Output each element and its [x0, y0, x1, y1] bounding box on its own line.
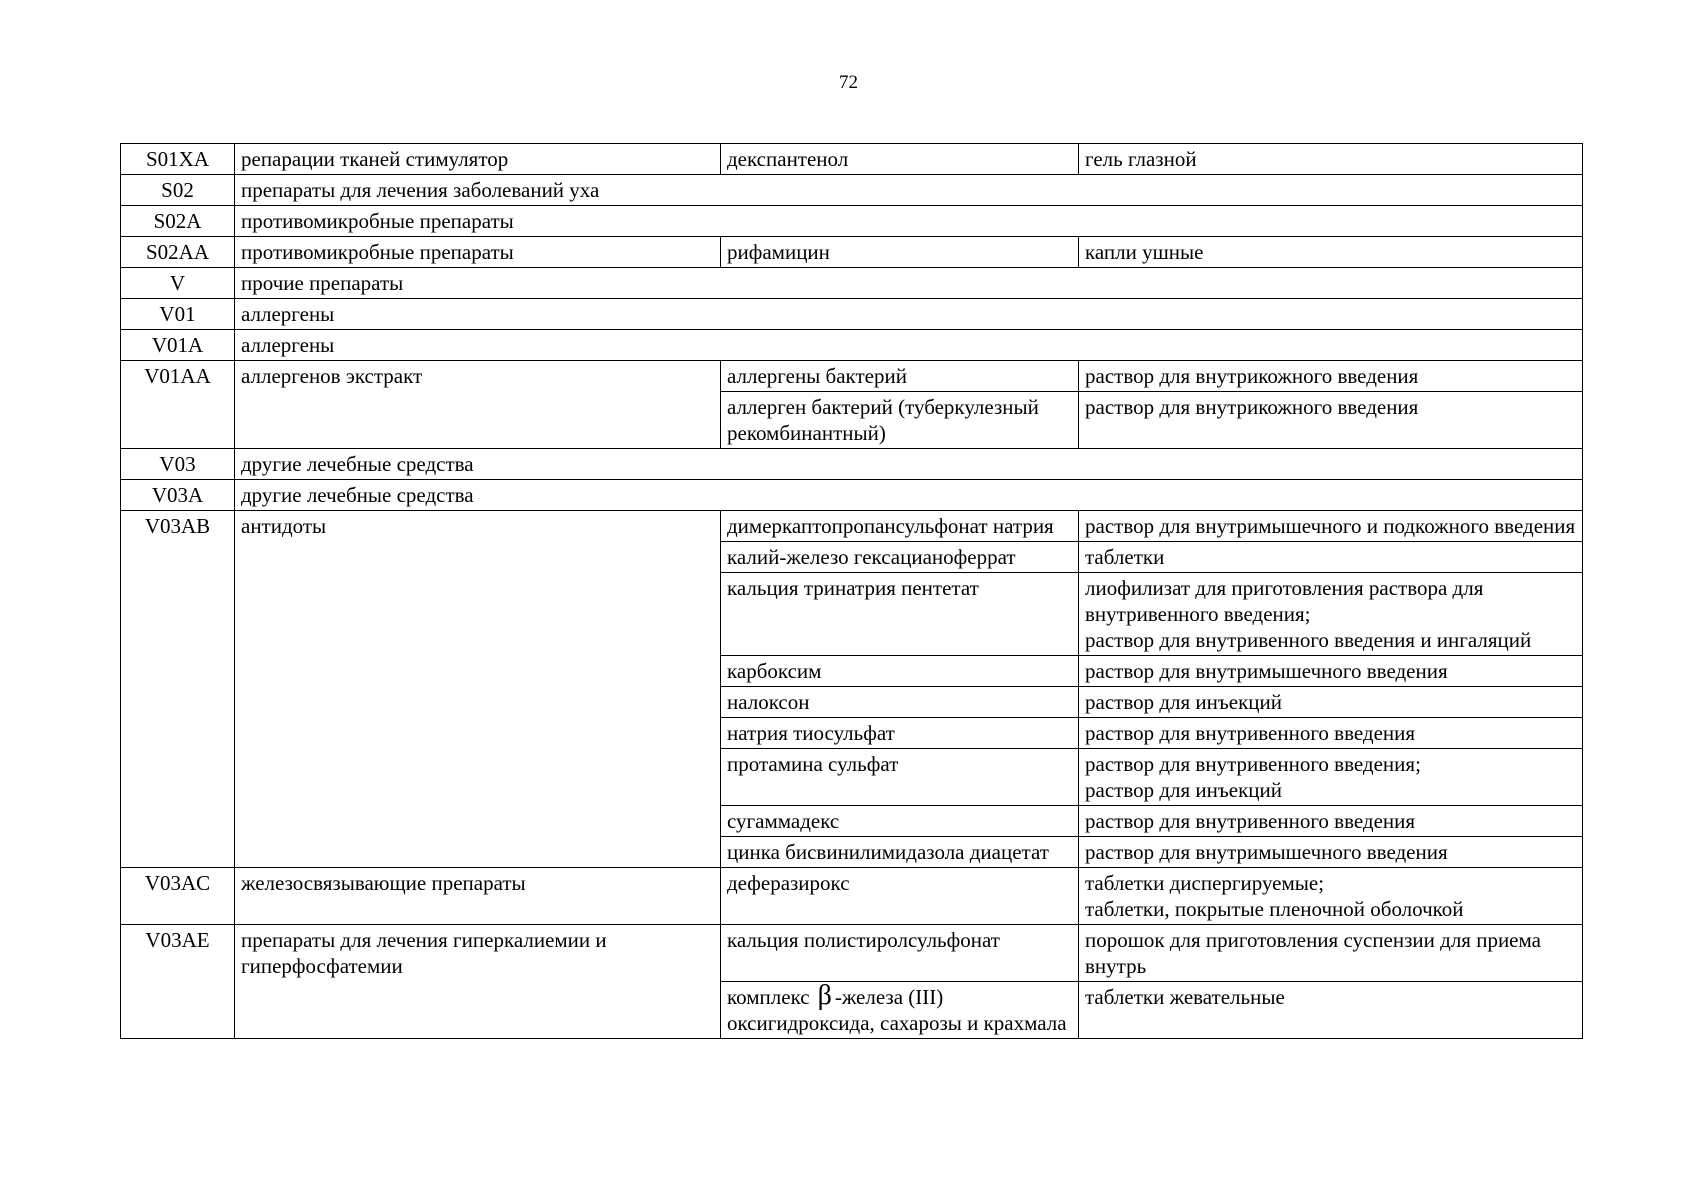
table-row [121, 299, 1583, 330]
dosage-form-cell [1079, 237, 1583, 268]
table-row [121, 175, 1583, 206]
dosage-form-line: раствор для внутримышечного введения [1085, 840, 1448, 864]
atc-code-cell: S02A [121, 206, 235, 237]
group-name-cell: антидоты [235, 511, 721, 868]
dosage-form-line: таблетки диспергируемые; [1085, 871, 1325, 895]
dosage-form-cell [1079, 982, 1583, 1039]
group-name-cell: препараты для лечения гиперкалиемии и гиперфосфатемии [235, 925, 721, 1039]
group-name-cell: противомикробные препараты [235, 206, 1583, 237]
atc-code-cell: V03AE [121, 925, 235, 1039]
group-name-cell: железосвязывающие препараты [235, 868, 721, 925]
dosage-form-line: раствор для инъекций [1085, 690, 1282, 714]
dosage-form-line: раствор для инъекций [1085, 778, 1282, 802]
substance-cell: деферазирокс [721, 868, 1079, 925]
dosage-form-line: раствор для внутримышечного и подкожного введения [1085, 514, 1576, 538]
group-name-cell: аллергенов экстракт [235, 361, 721, 449]
table-row [121, 361, 1583, 392]
table-row [121, 449, 1583, 480]
table-row [121, 237, 1583, 268]
atc-code-cell: S02AA [121, 237, 235, 268]
beta-symbol: β [817, 980, 832, 1011]
dosage-form-cell [1079, 656, 1583, 687]
atc-code-cell: V03 [121, 449, 235, 480]
group-name-cell: аллергены [235, 299, 1583, 330]
dosage-form-cell [1079, 144, 1583, 175]
atc-code-cell: V03AC [121, 868, 235, 925]
atc-code-cell: S01XA [121, 144, 235, 175]
atc-code-cell: V [121, 268, 235, 299]
substance-cell: кальция полистиролсульфонат [721, 925, 1079, 982]
substance-cell: натрия тиосульфат [721, 718, 1079, 749]
dosage-form-cell [1079, 392, 1583, 449]
dosage-form-cell [1079, 687, 1583, 718]
group-name-cell: репарации тканей стимулятор [235, 144, 721, 175]
table-row [121, 511, 1583, 542]
atc-code-cell: S02 [121, 175, 235, 206]
dosage-form-cell [1079, 925, 1583, 982]
atc-code-cell: V01A [121, 330, 235, 361]
substance-cell: карбоксим [721, 656, 1079, 687]
atc-code-cell: V01 [121, 299, 235, 330]
dosage-form-line: раствор для внутривенного введения [1085, 721, 1416, 745]
dosage-form-cell [1079, 806, 1583, 837]
table-row [121, 206, 1583, 237]
dosage-form-line: раствор для внутривенного введения [1085, 809, 1416, 833]
table-row [121, 480, 1583, 511]
substance-cell: декспантенол [721, 144, 1079, 175]
dosage-form-line: раствор для внутрикожного введения [1085, 364, 1419, 388]
dosage-form-cell [1079, 511, 1583, 542]
dosage-form-line: таблетки, покрытые пленочной оболочкой [1085, 897, 1464, 921]
dosage-form-line: таблетки жевательные [1085, 985, 1285, 1009]
substance-cell: сугаммадекс [721, 806, 1079, 837]
substance-name: -железа (III) оксигидроксида, сахарозы и крахмала [727, 985, 1067, 1035]
table-row [121, 144, 1583, 175]
dosage-form-cell [1079, 718, 1583, 749]
substance-cell: димеркаптопропансульфонат натрия [721, 511, 1079, 542]
group-name-cell: аллергены [235, 330, 1583, 361]
substance-cell: аллерген бактерий (туберкулезный рекомбинантный) [721, 392, 1079, 449]
substance-cell: налоксон [721, 687, 1079, 718]
table-row [121, 868, 1583, 925]
substance-cell: калий-железо гексацианоферрат [721, 542, 1079, 573]
substance-cell [721, 982, 1079, 1039]
dosage-form-cell [1079, 749, 1583, 806]
drug-table [120, 143, 1583, 1039]
dosage-form-line: раствор для внутримышечного введения [1085, 659, 1448, 683]
dosage-form-line: раствор для внутривенного введения и ингаляций [1085, 628, 1532, 652]
dosage-form-line: лиофилизат для приготовления раствора для внутривенного введения; [1085, 576, 1484, 626]
group-name-cell: препараты для лечения заболеваний уха [235, 175, 1583, 206]
substance-cell: протамина сульфат [721, 749, 1079, 806]
dosage-form-cell [1079, 837, 1583, 868]
dosage-form-line: гель глазной [1085, 147, 1197, 171]
substance-cell: цинка бисвинилимидазола диацетат [721, 837, 1079, 868]
atc-code-cell: V01AA [121, 361, 235, 449]
dosage-form-line: раствор для внутривенного введения; [1085, 752, 1421, 776]
atc-code-cell: V03AB [121, 511, 235, 868]
dosage-form-line: таблетки [1085, 545, 1165, 569]
table-row [121, 925, 1583, 982]
dosage-form-line: порошок для приготовления суспензии для приема внутрь [1085, 928, 1541, 978]
table-row [121, 268, 1583, 299]
substance-cell: кальция тринатрия пентетат [721, 573, 1079, 656]
atc-code-cell: V03A [121, 480, 235, 511]
substance-cell: рифамицин [721, 237, 1079, 268]
page-number: 72 [839, 72, 858, 93]
dosage-form-cell [1079, 361, 1583, 392]
group-name-cell: другие лечебные средства [235, 449, 1583, 480]
dosage-form-cell [1079, 868, 1583, 925]
table-row [121, 330, 1583, 361]
dosage-form-line: капли ушные [1085, 240, 1204, 264]
group-name-cell: другие лечебные средства [235, 480, 1583, 511]
dosage-form-line: раствор для внутрикожного введения [1085, 395, 1419, 419]
dosage-form-cell [1079, 573, 1583, 656]
group-name-cell: прочие препараты [235, 268, 1583, 299]
substance-cell: аллергены бактерий [721, 361, 1079, 392]
dosage-form-cell [1079, 542, 1583, 573]
substance-prefix: комплекс [727, 985, 810, 1009]
group-name-cell: противомикробные препараты [235, 237, 721, 268]
